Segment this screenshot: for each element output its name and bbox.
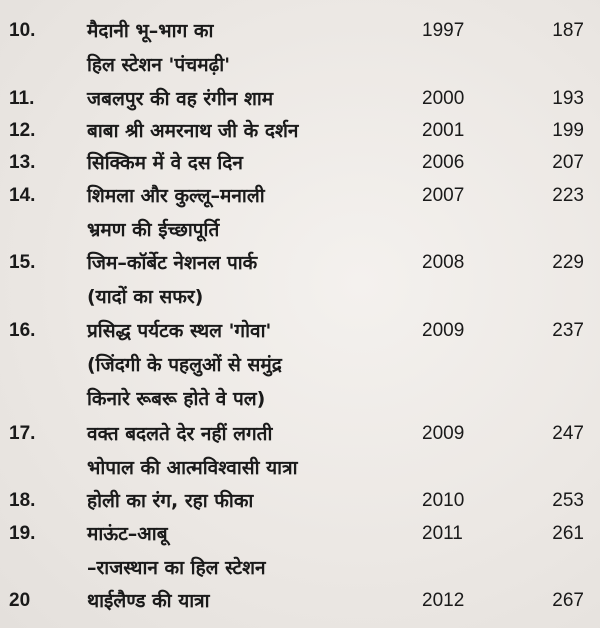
entry-page-number: 187 [552,20,584,41]
entry-title-line: भोपाल की आत्मविश्वासी यात्रा [87,457,298,479]
entry-title-line: प्रसिद्ध पर्यटक स्थल 'गोवा' [87,320,272,342]
entry-title-line: (यादों का सफर) [87,286,204,308]
entry-title-line: थाईलैण्ड की यात्रा [87,590,210,612]
entry-13 [0,146,600,180]
entry-title-line: (जिंदगी के पहलुओं से समुंद्र [87,354,282,376]
entry-17 [0,417,600,479]
entry-title-line: वक्त बदलते देर नहीं लगती [87,423,273,445]
entry-year: 2007 [422,185,465,206]
entry-title [87,484,407,518]
entry-number: 16. [9,320,36,341]
entry-page-number: 247 [552,423,584,444]
entry-number: 10. [9,20,36,41]
entry-page-number: 253 [552,490,584,511]
entry-title [87,417,407,485]
entry-year: 2006 [422,152,465,173]
entry-title-line: –राजस्थान का हिल स्टेशन [87,557,266,579]
entry-title-line: किनारे रूबरू होते वे पल) [87,388,266,410]
entry-page-number: 261 [552,523,584,544]
entry-14 [0,179,600,241]
entry-title [87,82,407,116]
entry-year: 2010 [422,490,465,511]
entry-19 [0,517,600,579]
entry-title-line: होली का रंग, रहा फीका [87,490,254,512]
entry-10 [0,14,600,76]
entry-title-line: बाबा श्री अमरनाथ जी के दर्शन [87,120,299,142]
entry-number: 20 [9,590,31,611]
entry-number: 14. [9,185,36,206]
entry-year: 2008 [422,252,465,273]
entry-number: 18. [9,490,36,511]
entry-title-line: जिम–कॉर्बेट नेशनल पार्क [87,252,258,274]
entry-title [87,584,407,618]
entry-title [87,114,407,148]
entry-title-line: भ्रमण की ईच्छापूर्ति [87,219,220,241]
entry-page-number: 229 [552,252,584,273]
entry-page-number: 199 [552,120,584,141]
entry-11 [0,82,600,116]
entry-title [87,14,407,82]
entry-year: 2012 [422,590,465,611]
entry-year: 2009 [422,423,465,444]
entry-number: 15. [9,252,36,273]
entry-title [87,517,407,585]
entry-title-line: हिल स्टेशन 'पंचमढ़ी' [87,54,231,76]
entry-title-line: सिक्किम में वे दस दिन [87,152,243,174]
entry-page-number: 223 [552,185,584,206]
entry-title [87,314,407,416]
entry-page-number: 193 [552,88,584,109]
entry-year: 2000 [422,88,465,109]
entry-18 [0,484,600,518]
entry-year: 2009 [422,320,465,341]
entry-12 [0,114,600,148]
entry-page-number: 237 [552,320,584,341]
entry-title-line: माऊंट–आबू [87,523,168,545]
entry-16 [0,314,600,410]
entry-title [87,146,407,180]
entry-year: 2011 [422,523,463,544]
entry-number: 19. [9,523,36,544]
entry-number: 17. [9,423,36,444]
entry-year: 2001 [422,120,465,141]
entry-year: 1997 [422,20,465,41]
entry-20 [0,584,600,618]
entry-number: 11. [9,88,35,109]
entry-15 [0,246,600,308]
entry-title-line: मैदानी भू–भाग का [87,20,214,42]
entry-title-line: शिमला और कुल्लू–मनाली [87,185,265,207]
entry-page-number: 207 [552,152,584,173]
entry-title [87,179,407,247]
entry-number: 13. [9,152,36,173]
entry-title-line: जबलपुर की वह रंगीन शाम [87,88,274,110]
entry-number: 12. [9,120,36,141]
entry-page-number: 267 [552,590,584,611]
entry-title [87,246,407,314]
